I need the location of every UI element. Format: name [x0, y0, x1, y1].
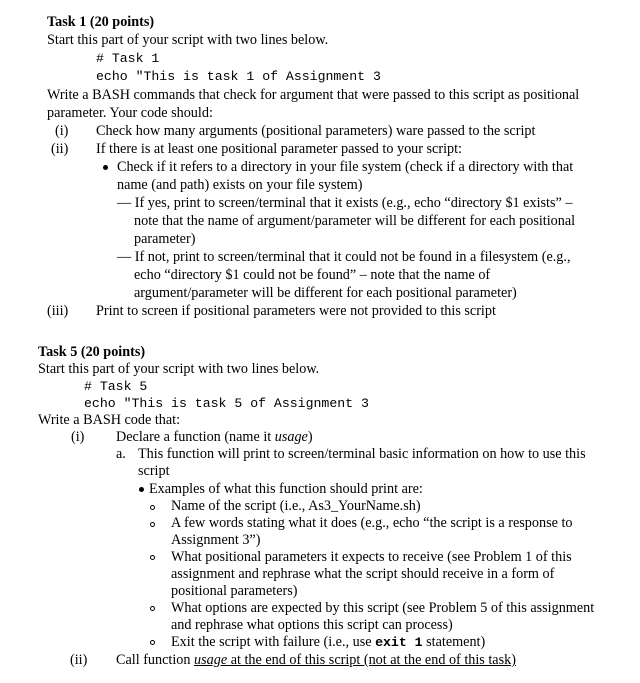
circle-bullet [150, 505, 155, 510]
task1-item-number: (i) [55, 123, 69, 139]
task1-dash-line: parameter) [134, 231, 196, 247]
task5-item-number: (ii) [70, 652, 88, 668]
task1-dash-line: echo “directory $1 could not be found” – note that the name of [134, 267, 491, 283]
task1-item-number: (ii) [51, 141, 69, 157]
task5-example-line: Name of the script (i.e., As3_YourName.sh) [171, 498, 421, 514]
task5-code-line-1: # Task 5 [84, 379, 148, 394]
task5-item-text: Declare a function (name it usage) [116, 429, 313, 445]
task5-example-line: What options are expected by this script (see Problem 5 of this assignment [171, 600, 595, 616]
task5-sub-line: script [138, 463, 170, 479]
usage-function-name: usage [274, 429, 308, 445]
task1-dash-line: — If not, print to screen/terminal that it could not be found in a filesystem (e.g., [117, 249, 571, 265]
task1-dash-line: — If yes, print to screen/terminal that it exists (e.g., echo “directory $1 exists” – [117, 195, 573, 211]
task5-heading: Task 5 (20 points) [38, 344, 146, 360]
usage-function-name: usage [194, 652, 228, 668]
task1-description-line-2: parameter. Your code should: [47, 105, 213, 121]
task1-item-number: (iii) [47, 303, 69, 319]
task1-bullet-line: Check if it refers to a directory in your file system (check if a directory with that [117, 159, 574, 175]
bullet-dot [103, 165, 108, 170]
task5-code-line-2: echo "This is task 5 of Assignment 3 [84, 396, 369, 411]
circle-bullet [150, 555, 155, 560]
task1-item-text: If there is at least one positional parameter passed to your script: [96, 141, 463, 157]
task5-intro: Start this part of your script with two lines below. [38, 361, 320, 377]
exit-code: exit 1 [375, 635, 423, 650]
task5-examples: Examples of what this function should print are: [149, 481, 423, 497]
circle-bullet [150, 606, 155, 611]
task5-example-line: A few words stating what it does (e.g., echo “the script is a response to [171, 515, 573, 531]
task1-bullet-line: name (and path) exists on your file system) [117, 177, 363, 193]
task5-item-number: (i) [71, 429, 85, 445]
task1-item-text: Check how many arguments (positional parameters) ware passed to the script [96, 123, 536, 139]
task1-dash-line: argument/parameter will be different for each positional parameter) [134, 285, 517, 301]
task1-intro: Start this part of your script with two lines below. [47, 32, 329, 48]
task5-item-text: Call function usage at the end of this script (not at the end of this task) [116, 652, 516, 668]
task5-example-line: and rephrase what options this script can process) [171, 617, 453, 633]
task5-example-line: assignment and rephrase what the script should receive in a form of [171, 566, 555, 582]
task5-example-line: What positional parameters it expects to receive (see Problem 1 of this [171, 549, 572, 565]
task1-code-line-1: # Task 1 [96, 51, 160, 66]
circle-bullet [150, 640, 155, 645]
task5-sub-label: a. [116, 446, 126, 462]
task5-description: Write a BASH code that: [38, 412, 181, 428]
task1-item-text: Print to screen if positional parameters were not provided to this script [96, 303, 496, 319]
bullet-dot [139, 487, 144, 492]
task1-heading: Task 1 (20 points) [47, 14, 155, 30]
task1-description-line-1: Write a BASH commands that check for argument that were passed to this script as positional [47, 87, 580, 103]
task5-example-line: Assignment 3”) [171, 532, 261, 548]
task5-example-line: positional parameters) [171, 583, 298, 599]
task5-sub-line: This function will print to screen/terminal basic information on how to use this [138, 446, 586, 462]
task1-dash-line: note that the name of argument/parameter will be different for each positional [134, 213, 576, 229]
task5-exit-line: Exit the script with failure (i.e., use exit 1 statement) [171, 634, 486, 650]
task1-code-line-2: echo "This is task 1 of Assignment 3 [96, 69, 381, 84]
circle-bullet [150, 522, 155, 527]
